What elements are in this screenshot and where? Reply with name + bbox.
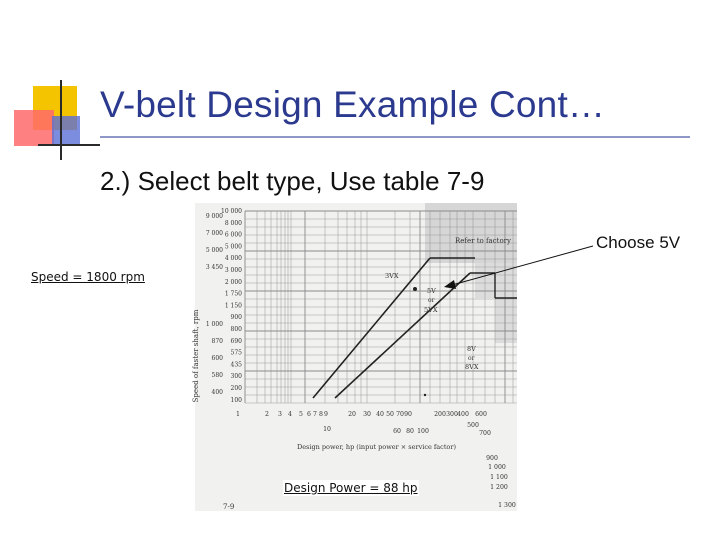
blue-square-decoration [52,116,80,146]
y-tick-label-inner: 3 450 [205,264,223,271]
y-tick-label: 5 000 [224,243,242,251]
x-tick-label: 9 [324,411,328,418]
zone-label-5v: 5V [427,287,436,295]
y-tick-label: 435 [230,361,242,369]
y-tick-label: 690 [230,337,242,345]
x-tick-label: 600 [475,411,487,418]
x-tick-label-lower: 1 100 [490,474,508,481]
x-tick-label: 300 [446,411,458,418]
x-tick-label: 30 [363,411,371,418]
y-tick-label: 575 [230,349,242,357]
y-tick-label-inner: 1 000 [205,321,223,328]
title-underline [100,136,690,138]
y-tick-label-inner: 7 000 [205,230,223,237]
x-tick-label: 3 [278,411,282,418]
x-tick-label: 400 [457,411,469,418]
y-tick-label: 1 750 [224,290,242,298]
x-tick-label: 20 [348,411,356,418]
belt-selection-chart [192,203,517,511]
y-tick-label: 200 [230,385,242,392]
y-tick-label: 3 000 [224,267,242,274]
x-tick-label-lower: 100 [417,428,429,435]
x-tick-label-lower: 500 [467,422,479,429]
y-tick-label: 100 [230,396,242,404]
chart-svg [192,203,517,511]
x-tick-label: 40 [376,411,384,418]
x-tick-label: 2 [265,411,269,418]
y-tick-label-inner: 400 [211,389,223,396]
operating-point-marker [413,287,417,291]
x-tick-label: 50 [386,411,394,418]
zone-label-3vx: 3VX [385,272,399,280]
zone-label-8v: 8V [467,345,476,353]
x-tick-label-lower: 80 [406,428,414,435]
x-tick-label-lower: 1 000 [488,464,506,471]
slide-title: V-belt Design Example Cont… [100,84,606,125]
red-square-decoration [14,110,54,146]
x-tick-label-lower: 1 300 [498,502,516,509]
zone-label-or-1: or [428,297,435,304]
step-text: 2.) Select belt type, Use table 7-9 [100,166,485,196]
x-tick-label: 4 [288,411,292,418]
x-tick-label: 70 [396,411,404,418]
y-tick-label: 10 000 [221,208,242,215]
x-tick-label: 200 [434,411,446,418]
zone-label-refer-factory: Refer to factory [455,237,511,245]
x-tick-label: 1 [236,411,240,418]
zone-label-or-2: or [468,355,475,362]
y-tick-label-inner: 9 000 [205,213,223,220]
y-tick-label: 8 000 [224,219,242,227]
y-tick-label: 2 000 [224,278,242,286]
zone-label-8vx: 8VX [465,363,479,371]
y-tick-label-inner: 5 000 [205,247,223,254]
y-axis-title: Speed of faster shaft, rpm [192,309,200,403]
x-tick-label: 90 [404,411,412,418]
x-tick-label-lower: 900 [486,455,498,462]
table-footer-number: 7-9 [223,503,235,511]
y-tick-label-inner: 600 [211,355,223,362]
small-dot-marker [424,394,426,396]
y-tick-label-inner: 870 [211,338,223,345]
y-tick-label: 900 [230,314,242,322]
x-tick-label-lower: 1 200 [490,484,508,491]
x-tick-label-lower: 700 [479,430,491,437]
x-tick-label-lower: 60 [393,428,401,435]
x-tick-label-lower: 10 [323,426,331,433]
y-tick-label: 800 [230,326,242,333]
zone-label-5vx: 5VX [424,306,438,314]
y-tick-label: 6 000 [224,231,242,239]
y-tick-label-inner: 580 [211,372,223,379]
x-axis-title: Design power, hp (input power × service factor) [297,443,456,451]
decorative-corner-graphic [0,0,100,170]
y-tick-label: 1 150 [224,302,242,310]
x-tick-label: 8 [319,411,323,418]
x-tick-label: 6 [307,411,311,418]
choose-5v-callout: Choose 5V [596,233,681,252]
y-tick-label: 4 000 [224,255,242,263]
x-tick-label: 5 [299,411,303,418]
speed-note: Speed = 1800 rpm [31,270,145,284]
horizontal-line-decoration [38,144,100,146]
design-power-note: Design Power = 88 hp [284,481,418,495]
x-tick-label: 7 [313,411,317,418]
y-tick-label: 300 [230,373,242,381]
vertical-line-decoration [60,80,62,160]
